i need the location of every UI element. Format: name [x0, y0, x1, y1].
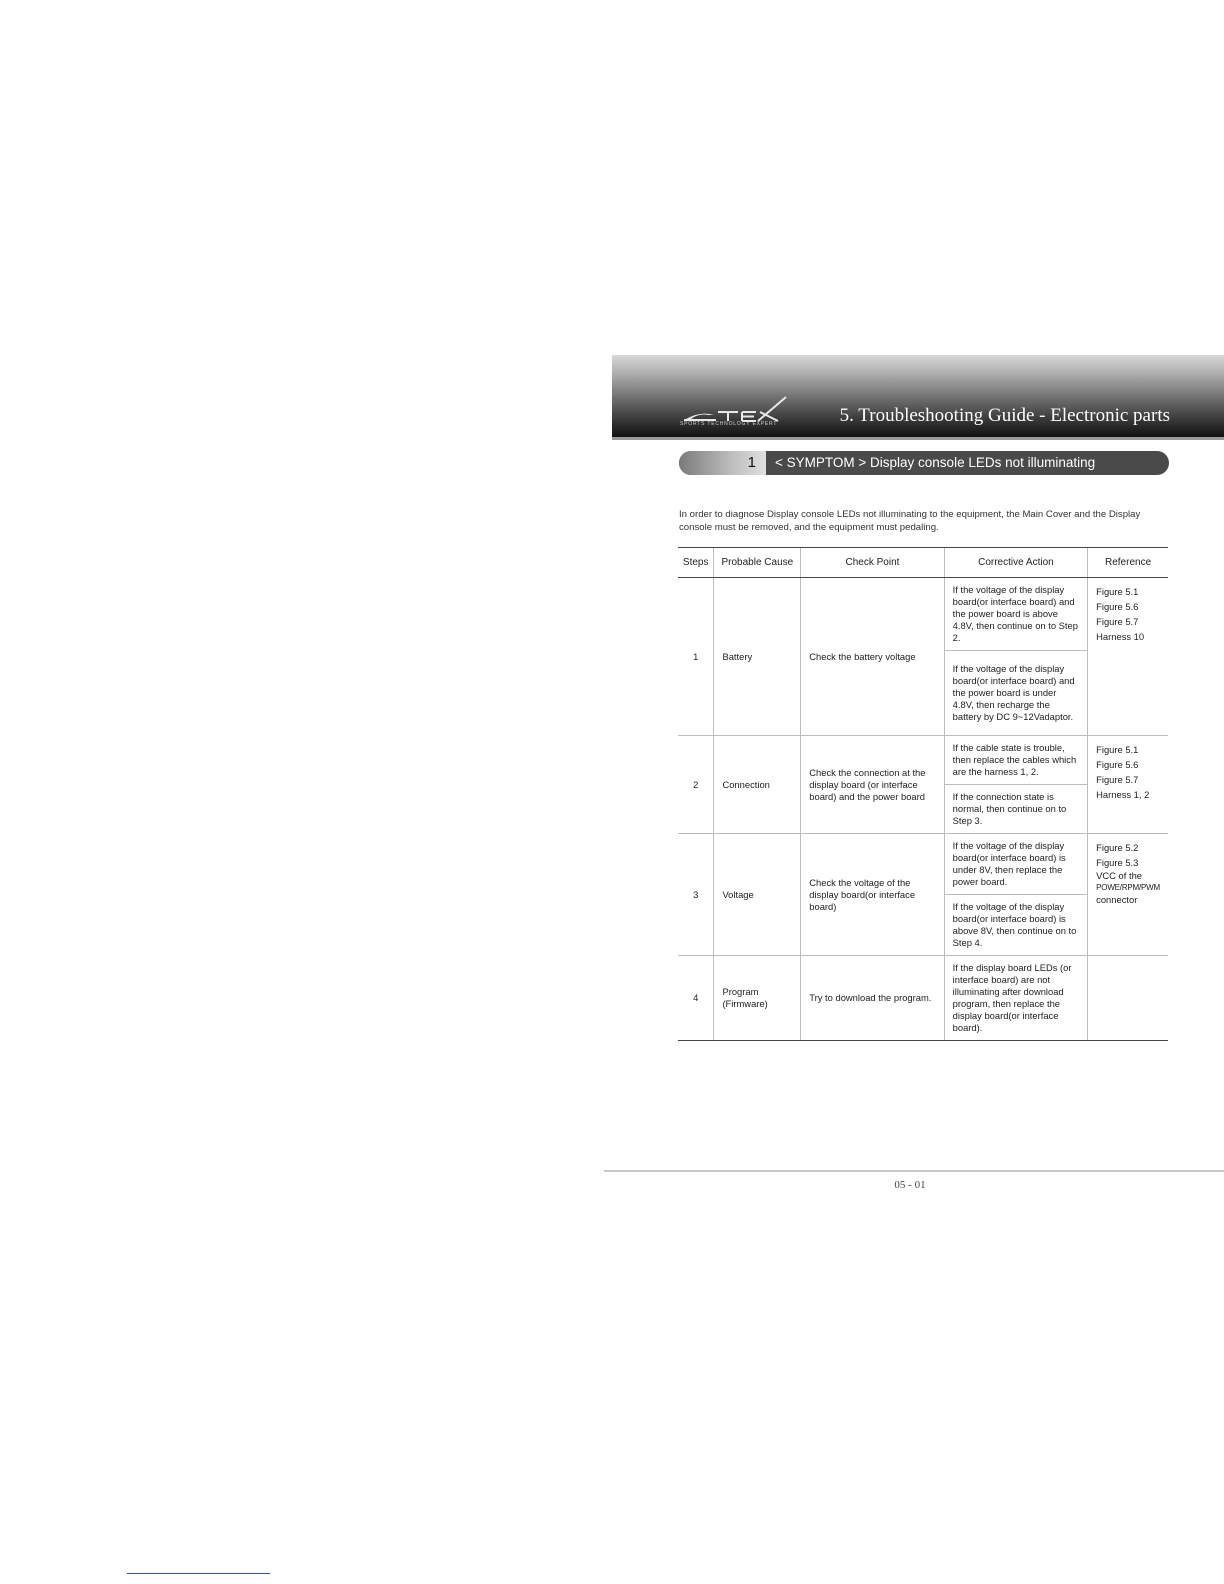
symptom-number-box: [679, 451, 766, 475]
check-point: Check the connection at the display board (or interface board) and the power board: [801, 736, 944, 834]
corrective-action: If the cable state is trouble, then replace the cables which are the harness 1, 2.: [944, 736, 1088, 785]
reference-item: Figure 5.1: [1096, 586, 1139, 597]
corrective-action: If the voltage of the display board(or interface board) is above 8V, then continue on to Step 4.: [944, 895, 1088, 956]
reference-item: Harness 10: [1096, 631, 1145, 642]
reference-item: Figure 5.6: [1096, 601, 1139, 612]
probable-cause: Battery: [714, 578, 801, 736]
probable-cause: Connection: [714, 736, 801, 834]
logo-subtext: SPORTS TECHNOLOGY EXPERT: [680, 421, 778, 427]
corrective-action: If the voltage of the display board(or interface board) and the power board is above 4.8V, then continue on to Step 2.: [944, 578, 1088, 651]
header-probable-cause: Probable Cause: [714, 548, 801, 578]
step-number: 2: [678, 736, 714, 834]
page-title: 5. Troubleshooting Guide - Electronic parts: [839, 405, 1170, 426]
probable-cause: Voltage: [714, 834, 801, 956]
reference-item: POWE/RPM/PWM: [1096, 883, 1160, 892]
link-underline[interactable]: [127, 1573, 270, 1574]
symptom-title: < SYMPTOM > Display console LEDs not illuminating: [775, 455, 1096, 470]
reference-item: Figure 5.7: [1096, 774, 1139, 785]
reference: [1088, 578, 1168, 736]
reference: [1088, 956, 1168, 1041]
corrective-action: If the voltage of the display board(or interface board) and the power board is under 4.8V, then recharge the battery by DC 9~12Vadaptor.: [944, 651, 1088, 736]
table-row: [678, 736, 1168, 785]
table-row: [678, 578, 1168, 651]
troubleshooting-table: [678, 547, 1168, 1041]
intro-paragraph: In order to diagnose Display console LEDs not illuminating to the equipment, the Main Cover and the Display console must be removed, and the equipment must pedaling.: [679, 509, 1141, 533]
check-point: Check the voltage of the display board(or interface board): [801, 834, 944, 956]
page-number: 05 - 01: [894, 1179, 926, 1191]
table-row: [678, 834, 1168, 895]
header-corrective-action: Corrective Action: [944, 548, 1088, 578]
reference-item: VCC of the: [1096, 870, 1143, 881]
header-divider: [612, 437, 1224, 440]
probable-cause: Program (Firmware): [714, 956, 801, 1041]
symptom-number: 1: [747, 454, 756, 471]
reference-item: Figure 5.1: [1096, 744, 1139, 755]
step-number: 4: [678, 956, 714, 1041]
reference: [1088, 736, 1168, 834]
footer-divider: [604, 1170, 1224, 1172]
corrective-action: If the connection state is normal, then continue on to Step 3.: [944, 785, 1088, 834]
reference-item: Figure 5.3: [1096, 857, 1139, 868]
table-row: [678, 956, 1168, 1041]
check-point: Try to download the program.: [801, 956, 944, 1041]
table-header-row: [678, 548, 1168, 578]
reference-item: Harness 1, 2: [1096, 789, 1150, 800]
header-reference: Reference: [1088, 548, 1168, 578]
stex-logo: [680, 393, 790, 433]
corrective-action: If the display board LEDs (or interface board) are not illuminating after download program, then replace the display board(or interface board).: [944, 956, 1088, 1041]
reference-item: Figure 5.6: [1096, 759, 1139, 770]
corrective-action: If the voltage of the display board(or interface board) is under 8V, then replace the power board.: [944, 834, 1088, 895]
step-number: 3: [678, 834, 714, 956]
check-point: Check the battery voltage: [801, 578, 944, 736]
reference-item: connector: [1096, 894, 1138, 905]
reference: [1088, 834, 1168, 956]
symptom-bar: [679, 451, 1169, 475]
header-steps: Steps: [678, 548, 714, 578]
reference-item: Figure 5.2: [1096, 842, 1139, 853]
header-check-point: Check Point: [801, 548, 944, 578]
step-number: 1: [678, 578, 714, 736]
reference-item: Figure 5.7: [1096, 616, 1139, 627]
